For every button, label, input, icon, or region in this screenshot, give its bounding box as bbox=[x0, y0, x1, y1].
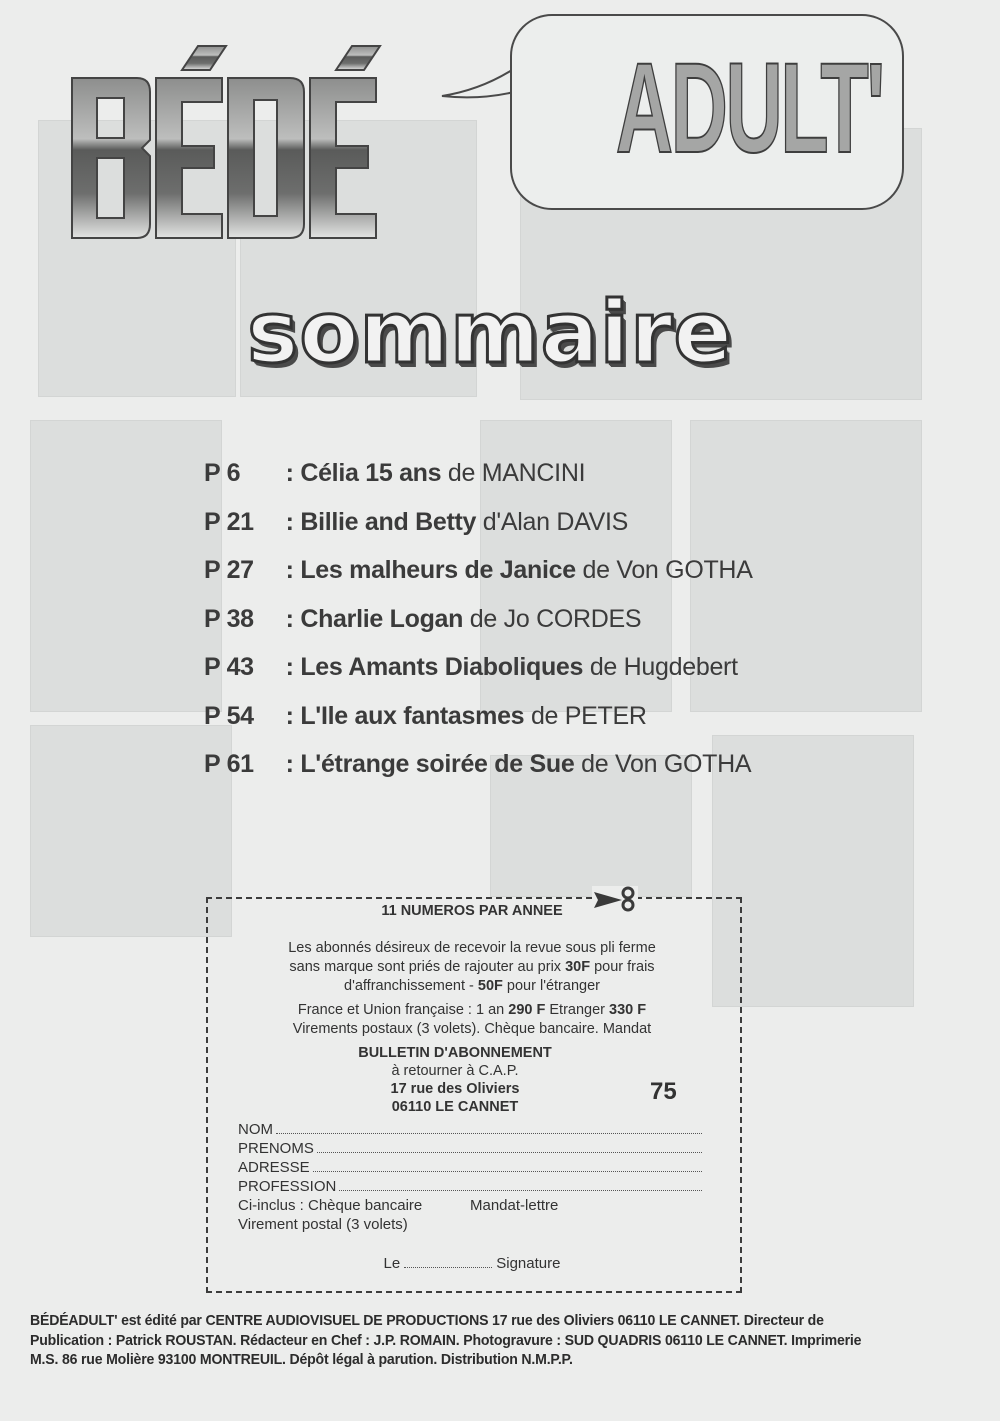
text: France et Union française : 1 an bbox=[297, 1002, 509, 1018]
field-label: NOM bbox=[238, 1121, 273, 1138]
toc-item[interactable] bbox=[204, 646, 804, 695]
toc-item[interactable] bbox=[204, 452, 804, 501]
subscription-text bbox=[206, 939, 738, 996]
bulletin-address bbox=[300, 1044, 610, 1116]
text: d'affranchissement - bbox=[344, 978, 478, 994]
toc-title: Les Amants Diaboliques bbox=[300, 653, 584, 681]
field-label: ADRESSE bbox=[238, 1159, 310, 1176]
toc-item[interactable] bbox=[204, 695, 804, 744]
text: pour frais bbox=[590, 959, 655, 975]
field-line[interactable] bbox=[339, 1178, 702, 1191]
toc-page: P 21 bbox=[204, 507, 254, 536]
toc-page: P 61 bbox=[204, 750, 254, 778]
text-line: 06110 LE CANNET bbox=[391, 1099, 519, 1115]
toc-title: L'étrange soirée de Sue bbox=[300, 750, 575, 778]
background-panel bbox=[30, 420, 222, 712]
form-field-prenoms[interactable] bbox=[238, 1139, 702, 1158]
form-field-nom[interactable] bbox=[238, 1120, 702, 1139]
payment-option[interactable]: Virement postal (3 volets) bbox=[238, 1216, 408, 1233]
text-line: Les abonnés désireux de recevoir la revue sous pli ferme bbox=[288, 940, 656, 956]
text: sans marque sont priés de rajouter au prix bbox=[289, 959, 566, 975]
bede-logo bbox=[62, 28, 422, 268]
price: 330 F bbox=[609, 1002, 647, 1018]
payment-options bbox=[238, 1215, 702, 1234]
subscription-rates bbox=[206, 1001, 738, 1039]
toc-sep: : bbox=[279, 604, 301, 633]
text-line bbox=[206, 1001, 738, 1020]
text-line bbox=[206, 977, 738, 996]
form-field-adresse[interactable] bbox=[238, 1158, 702, 1177]
toc-sep: : bbox=[279, 750, 301, 778]
text: Etranger bbox=[545, 1002, 610, 1018]
toc-credit: de Von GOTHA bbox=[582, 556, 753, 584]
price: 290 F bbox=[508, 1002, 546, 1018]
toc-page: P 38 bbox=[204, 604, 254, 633]
toc-sep: : bbox=[279, 507, 301, 536]
toc-sep: : bbox=[279, 459, 301, 487]
toc-title: Charlie Logan bbox=[300, 604, 464, 633]
text-line: à retourner à C.A.P. bbox=[391, 1063, 519, 1079]
field-line[interactable] bbox=[313, 1159, 702, 1172]
price: 50F bbox=[477, 978, 503, 994]
background-panel bbox=[30, 725, 232, 937]
text-line: Virements postaux (3 volets). Chèque bancaire. Mandat bbox=[292, 1021, 652, 1037]
table-of-contents bbox=[204, 452, 804, 792]
toc-credit: de MANCINI bbox=[447, 459, 586, 487]
toc-title: L'Ile aux fantasmes bbox=[300, 701, 525, 730]
text-line bbox=[206, 958, 738, 977]
price: 30F bbox=[565, 959, 591, 975]
toc-sep: : bbox=[279, 701, 301, 730]
toc-title: Les malheurs de Janice bbox=[300, 556, 576, 584]
text-line: BULLETIN D'ABONNEMENT bbox=[358, 1045, 552, 1061]
toc-item[interactable] bbox=[204, 501, 804, 550]
subscription-form bbox=[238, 1120, 702, 1234]
date-label: Le bbox=[383, 1255, 401, 1272]
toc-page: P 27 bbox=[204, 556, 254, 584]
field-line[interactable] bbox=[276, 1121, 702, 1134]
text-line: 17 rue des Oliviers bbox=[390, 1081, 520, 1097]
signature-row bbox=[206, 1255, 738, 1272]
toc-item[interactable] bbox=[204, 743, 804, 792]
publisher-imprint: BÉDÉADULT' est édité par CENTRE AUDIOVISUEL DE PRODUCTIONS 17 rue des Oliviers 06110 LE CANNET. Directeur de Publication : Patrick ROUSTAN. Rédacteur en Chef : J.P. ROMAIN. Photogravure : SUD QUADRIS 06110 LE CANNET. Imprimerie M.S. 86 rue Molière 93100 MONTREUIL. Dépôt légal à parution. Distribution N.M.P.P. bbox=[30, 1312, 862, 1368]
page-title: sommaire bbox=[247, 283, 733, 383]
adult-logo-text: ADULT' bbox=[615, 37, 883, 180]
payment-option[interactable]: Ci-inclus : Chèque bancaire bbox=[238, 1197, 423, 1214]
toc-sep: : bbox=[279, 556, 301, 584]
field-label: PROFESSION bbox=[238, 1178, 337, 1195]
toc-page: P 54 bbox=[204, 701, 254, 730]
toc-item[interactable] bbox=[204, 598, 804, 647]
toc-credit: de Hugdebert bbox=[589, 653, 738, 681]
toc-credit: de PETER bbox=[530, 701, 647, 730]
form-field-profession[interactable] bbox=[238, 1177, 702, 1196]
toc-page: P 6 bbox=[204, 459, 241, 487]
toc-title: Célia 15 ans bbox=[300, 459, 442, 487]
field-label: PRENOMS bbox=[238, 1140, 314, 1157]
subscription-title: 11 NUMEROS PAR ANNEE bbox=[381, 903, 563, 919]
date-line[interactable] bbox=[404, 1257, 492, 1268]
payment-options bbox=[238, 1196, 702, 1215]
signature-label: Signature bbox=[496, 1255, 561, 1272]
toc-title: Billie and Betty bbox=[300, 507, 477, 536]
text: pour l'étranger bbox=[502, 978, 600, 994]
field-line[interactable] bbox=[317, 1140, 702, 1153]
toc-page: P 43 bbox=[204, 653, 254, 681]
toc-sep: : bbox=[279, 653, 301, 681]
issue-number: 75 bbox=[650, 1078, 677, 1105]
toc-credit: d'Alan DAVIS bbox=[482, 507, 629, 536]
payment-option[interactable]: Mandat-lettre bbox=[470, 1197, 559, 1214]
toc-credit: de Jo CORDES bbox=[469, 604, 642, 633]
toc-credit: de Von GOTHA bbox=[581, 750, 752, 778]
toc-item[interactable] bbox=[204, 549, 804, 598]
